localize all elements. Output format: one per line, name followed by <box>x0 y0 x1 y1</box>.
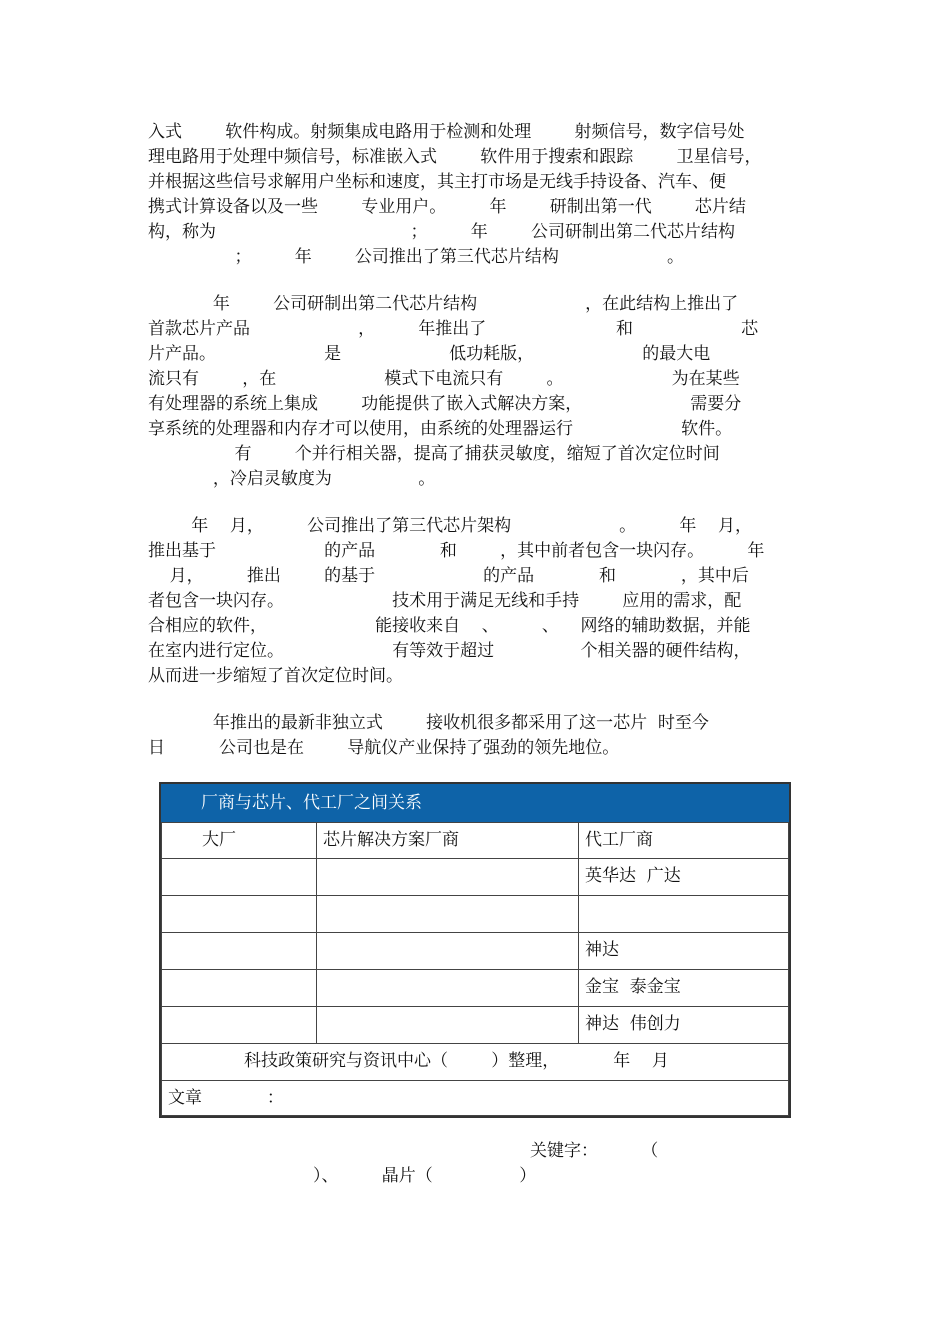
paragraph-3-line-6: 在室内进行定位。 有等效于超过 个相关器的硬件结构， <box>148 641 751 661</box>
paragraph-3-line-3: 月， 推出 的基于 的产品 和 ，其中后 <box>148 566 749 586</box>
table-header-cell: 代工厂商 <box>578 822 789 859</box>
paragraph-1-line-2: 理电路用于处理中频信号，标准嵌入式 软件用于搜索和跟踪 卫星信号， <box>148 147 762 167</box>
table-cell <box>161 1006 317 1044</box>
table-cell <box>316 1006 579 1044</box>
paragraph-3-line-7: 从而进一步缩短了首次定位时间。 <box>148 666 403 686</box>
table-cell <box>161 895 317 933</box>
table-header-cell: 芯片解决方案厂商 <box>316 822 579 859</box>
table-cell <box>161 969 317 1007</box>
paragraph-1-line-4: 携式计算设备以及一些 专业用户。 年 研制出第一代 芯片结 <box>148 197 746 217</box>
table-cell: 神达 伟创力 <box>578 1006 789 1044</box>
table-cell <box>316 932 579 970</box>
keywords-line-1: 关键字： （ <box>530 1141 659 1161</box>
paragraph-2-line-3: 片产品。 是 低功耗版， 的最大电 <box>148 344 711 364</box>
table-cell <box>316 858 579 896</box>
paragraph-2-line-6: 享系统的处理器和内存才可以使用，由系统的处理器运行 软件。 <box>148 419 733 439</box>
paragraph-3-line-4: 者包含一块闪存。 技术用于满足无线和手持 应用的需求，配 <box>148 591 742 611</box>
paragraph-2-line-7: 有 个并行相关器，提高了捕获灵敏度，缩短了首次定位时间 <box>148 444 720 464</box>
keywords-line-2: ）、 晶片（ ） <box>313 1166 537 1186</box>
table-cell <box>578 895 789 933</box>
table-cell: 神达 <box>578 932 789 970</box>
paragraph-4-line-1: 年推出的最新非独立式 接收机很多都采用了这一芯片 时至今 <box>148 713 709 733</box>
paragraph-1-line-3: 并根据这些信号求解用户坐标和速度，其主打市场是无线手持设备、汽车、便 <box>148 172 726 192</box>
table-cell <box>316 895 579 933</box>
paragraph-3-line-1: 年 月， 公司推出了第三代芯片架构 。 年 月， <box>148 516 752 536</box>
table-header-cell: 大厂 <box>161 822 317 859</box>
vendor-relationship-table <box>159 782 791 1118</box>
paragraph-1-line-5: 构，称为 ； 年 公司研制出第二代芯片结构 <box>148 222 735 242</box>
table-cell <box>161 932 317 970</box>
paragraph-2-line-2: 首款芯片产品 ， 年推出了 和 芯 <box>148 319 759 339</box>
paragraph-4-line-2: 日 公司也是在 导航仪产业保持了强劲的领先地位。 <box>148 738 620 758</box>
table-title: 厂商与芯片、代工厂之间关系 <box>201 793 422 813</box>
table-cell <box>161 858 317 896</box>
table-cell: 英华达 广达 <box>578 858 789 896</box>
paragraph-2-line-5: 有处理器的系统上集成 功能提供了嵌入式解决方案， 需要分 <box>148 394 742 414</box>
table-title-bar <box>161 784 789 822</box>
paragraph-3-line-2: 推出基于 的产品 和 ，其中前者包含一块闪存。 年 <box>148 541 765 561</box>
table-cell <box>316 969 579 1007</box>
table-source-note: 科技政策研究与资讯中心（ ）整理， 年 月 <box>161 1043 789 1081</box>
paragraph-3-line-5: 合相应的软件， 能接收来自 、 、 网络的辅助数据，并能 <box>148 616 751 636</box>
table-article-row: 文章 ： <box>161 1080 789 1116</box>
table-cell: 金宝 泰金宝 <box>578 969 789 1007</box>
paragraph-2-line-8: ，冷启灵敏度为 。 <box>148 469 436 489</box>
paragraph-1-line-6: ； 年 公司推出了第三代芯片结构 。 <box>148 247 684 267</box>
paragraph-2-line-1: 年 公司研制出第二代芯片结构 ，在此结构上推出了 <box>148 294 739 314</box>
paragraph-2-line-4: 流只有 ，在 模式下电流只有 。 为在某些 <box>148 369 740 389</box>
paragraph-1-line-1: 入式 软件构成。射频集成电路用于检测和处理 射频信号，数字信号处 <box>148 122 745 142</box>
